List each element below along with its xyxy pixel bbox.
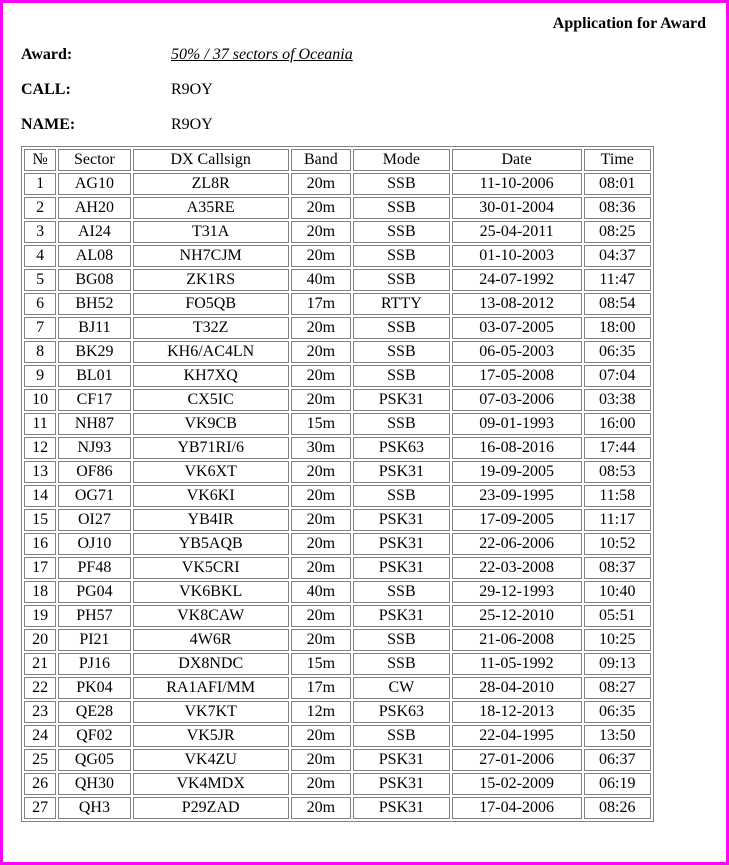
sector-cell: BJ11 bbox=[58, 317, 130, 339]
sector-cell: QG05 bbox=[58, 749, 130, 771]
dx-callsign-cell: VK6BKL bbox=[133, 581, 289, 603]
row-number: 18 bbox=[24, 581, 56, 603]
row-number: 27 bbox=[24, 797, 56, 819]
table-row bbox=[24, 365, 651, 387]
mode-cell: SSB bbox=[353, 485, 450, 507]
sector-cell: OJ10 bbox=[58, 533, 130, 555]
column-header-mode: Mode bbox=[353, 149, 450, 171]
table-row bbox=[24, 389, 651, 411]
mode-cell: SSB bbox=[353, 269, 450, 291]
time-cell: 08:25 bbox=[584, 221, 651, 243]
date-cell: 18-12-2013 bbox=[452, 701, 582, 723]
row-number: 16 bbox=[24, 533, 56, 555]
row-number: 25 bbox=[24, 749, 56, 771]
mode-cell: SSB bbox=[353, 581, 450, 603]
sector-cell: PF48 bbox=[58, 557, 130, 579]
time-cell: 11:58 bbox=[584, 485, 651, 507]
mode-cell: PSK31 bbox=[353, 797, 450, 819]
dx-callsign-cell: NH7CJM bbox=[133, 245, 289, 267]
dx-callsign-cell: VK9CB bbox=[133, 413, 289, 435]
mode-cell: PSK63 bbox=[353, 701, 450, 723]
date-cell: 09-01-1993 bbox=[452, 413, 582, 435]
time-cell: 08:01 bbox=[584, 173, 651, 195]
row-number: 13 bbox=[24, 461, 56, 483]
date-cell: 22-06-2006 bbox=[452, 533, 582, 555]
band-cell: 20m bbox=[291, 365, 351, 387]
table-row bbox=[24, 725, 651, 747]
sector-cell: BL01 bbox=[58, 365, 130, 387]
mode-cell: PSK31 bbox=[353, 389, 450, 411]
date-cell: 16-08-2016 bbox=[452, 437, 582, 459]
table-row bbox=[24, 461, 651, 483]
dx-callsign-cell: VK7KT bbox=[133, 701, 289, 723]
sector-cell: QH30 bbox=[58, 773, 130, 795]
row-number: 22 bbox=[24, 677, 56, 699]
mode-cell: SSB bbox=[353, 245, 450, 267]
table-row bbox=[24, 677, 651, 699]
sector-cell: PK04 bbox=[58, 677, 130, 699]
time-cell: 10:52 bbox=[584, 533, 651, 555]
band-cell: 20m bbox=[291, 341, 351, 363]
award-label: Award: bbox=[21, 46, 73, 63]
band-cell: 15m bbox=[291, 653, 351, 675]
sector-cell: QE28 bbox=[58, 701, 130, 723]
sector-cell: PJ16 bbox=[58, 653, 130, 675]
dx-callsign-cell: VK5JR bbox=[133, 725, 289, 747]
dx-callsign-cell: YB71RI/6 bbox=[133, 437, 289, 459]
sector-cell: BG08 bbox=[58, 269, 130, 291]
column-header-time: Time bbox=[584, 149, 651, 171]
time-cell: 06:19 bbox=[584, 773, 651, 795]
page-title: Application for Award bbox=[552, 15, 706, 32]
mode-cell: PSK63 bbox=[353, 437, 450, 459]
row-number: 9 bbox=[24, 365, 56, 387]
sector-cell: AL08 bbox=[58, 245, 130, 267]
date-cell: 06-05-2003 bbox=[452, 341, 582, 363]
dx-callsign-cell: RA1AFI/MM bbox=[133, 677, 289, 699]
dx-callsign-cell: ZL8R bbox=[133, 173, 289, 195]
date-cell: 23-09-1995 bbox=[452, 485, 582, 507]
time-cell: 06:35 bbox=[584, 701, 651, 723]
band-cell: 20m bbox=[291, 725, 351, 747]
date-cell: 13-08-2012 bbox=[452, 293, 582, 315]
date-cell: 01-10-2003 bbox=[452, 245, 582, 267]
sector-cell: PI21 bbox=[58, 629, 130, 651]
date-cell: 03-07-2005 bbox=[452, 317, 582, 339]
dx-callsign-cell: VK5CRI bbox=[133, 557, 289, 579]
dx-callsign-cell: P29ZAD bbox=[133, 797, 289, 819]
sector-cell: OF86 bbox=[58, 461, 130, 483]
sector-cell: BH52 bbox=[58, 293, 130, 315]
time-cell: 16:00 bbox=[584, 413, 651, 435]
date-cell: 19-09-2005 bbox=[452, 461, 582, 483]
table-row bbox=[24, 557, 651, 579]
award-link[interactable]: 50% / 37 sectors of Oceania bbox=[171, 46, 353, 63]
row-number: 17 bbox=[24, 557, 56, 579]
mode-cell: SSB bbox=[353, 317, 450, 339]
row-number: 1 bbox=[24, 173, 56, 195]
row-number: 11 bbox=[24, 413, 56, 435]
time-cell: 10:25 bbox=[584, 629, 651, 651]
dx-callsign-cell: T31A bbox=[133, 221, 289, 243]
band-cell: 17m bbox=[291, 677, 351, 699]
column-header-date: Date bbox=[452, 149, 582, 171]
table-row bbox=[24, 605, 651, 627]
band-cell: 17m bbox=[291, 293, 351, 315]
dx-callsign-cell: A35RE bbox=[133, 197, 289, 219]
row-number: 23 bbox=[24, 701, 56, 723]
dx-callsign-cell: KH7XQ bbox=[133, 365, 289, 387]
mode-cell: PSK31 bbox=[353, 461, 450, 483]
date-cell: 30-01-2004 bbox=[452, 197, 582, 219]
table-row bbox=[24, 581, 651, 603]
time-cell: 07:04 bbox=[584, 365, 651, 387]
table-row bbox=[24, 269, 651, 291]
time-cell: 11:47 bbox=[584, 269, 651, 291]
time-cell: 18:00 bbox=[584, 317, 651, 339]
band-cell: 20m bbox=[291, 485, 351, 507]
band-cell: 20m bbox=[291, 197, 351, 219]
table-row bbox=[24, 317, 651, 339]
time-cell: 08:26 bbox=[584, 797, 651, 819]
mode-cell: SSB bbox=[353, 725, 450, 747]
time-cell: 06:37 bbox=[584, 749, 651, 771]
row-number: 20 bbox=[24, 629, 56, 651]
sector-cell: PG04 bbox=[58, 581, 130, 603]
mode-cell: SSB bbox=[353, 365, 450, 387]
column-header-dx-callsign: DX Callsign bbox=[133, 149, 289, 171]
band-cell: 20m bbox=[291, 221, 351, 243]
dx-callsign-cell: VK6KI bbox=[133, 485, 289, 507]
mode-cell: RTTY bbox=[353, 293, 450, 315]
mode-cell: SSB bbox=[353, 629, 450, 651]
row-number: 8 bbox=[24, 341, 56, 363]
time-cell: 05:51 bbox=[584, 605, 651, 627]
date-cell: 28-04-2010 bbox=[452, 677, 582, 699]
band-cell: 20m bbox=[291, 797, 351, 819]
row-number: 21 bbox=[24, 653, 56, 675]
time-cell: 06:35 bbox=[584, 341, 651, 363]
dx-callsign-cell: VK6XT bbox=[133, 461, 289, 483]
dx-callsign-cell: 4W6R bbox=[133, 629, 289, 651]
time-cell: 17:44 bbox=[584, 437, 651, 459]
date-cell: 11-10-2006 bbox=[452, 173, 582, 195]
date-cell: 17-05-2008 bbox=[452, 365, 582, 387]
table-row bbox=[24, 173, 651, 195]
call-label: CALL: bbox=[21, 81, 71, 98]
dx-callsign-cell: ZK1RS bbox=[133, 269, 289, 291]
mode-cell: SSB bbox=[353, 173, 450, 195]
band-cell: 12m bbox=[291, 701, 351, 723]
band-cell: 40m bbox=[291, 581, 351, 603]
name-label: NAME: bbox=[21, 116, 76, 133]
time-cell: 08:53 bbox=[584, 461, 651, 483]
date-cell: 25-04-2011 bbox=[452, 221, 582, 243]
dx-callsign-cell: YB4IR bbox=[133, 509, 289, 531]
mode-cell: PSK31 bbox=[353, 773, 450, 795]
time-cell: 10:40 bbox=[584, 581, 651, 603]
row-number: 10 bbox=[24, 389, 56, 411]
date-cell: 22-04-1995 bbox=[452, 725, 582, 747]
band-cell: 40m bbox=[291, 269, 351, 291]
band-cell: 20m bbox=[291, 749, 351, 771]
table-row bbox=[24, 293, 651, 315]
table-row bbox=[24, 773, 651, 795]
row-number: 6 bbox=[24, 293, 56, 315]
table-row bbox=[24, 749, 651, 771]
band-cell: 20m bbox=[291, 629, 351, 651]
mode-cell: CW bbox=[353, 677, 450, 699]
row-number: 12 bbox=[24, 437, 56, 459]
row-number: 5 bbox=[24, 269, 56, 291]
date-cell: 22-03-2008 bbox=[452, 557, 582, 579]
table-row bbox=[24, 221, 651, 243]
date-cell: 27-01-2006 bbox=[452, 749, 582, 771]
column-header-number: № bbox=[24, 149, 56, 171]
dx-callsign-cell: VK4ZU bbox=[133, 749, 289, 771]
row-number: 4 bbox=[24, 245, 56, 267]
time-cell: 04:37 bbox=[584, 245, 651, 267]
table-row bbox=[24, 653, 651, 675]
sector-cell: AH20 bbox=[58, 197, 130, 219]
time-cell: 08:54 bbox=[584, 293, 651, 315]
dx-callsign-cell: T32Z bbox=[133, 317, 289, 339]
row-number: 2 bbox=[24, 197, 56, 219]
dx-callsign-cell: CX5IC bbox=[133, 389, 289, 411]
mode-cell: SSB bbox=[353, 197, 450, 219]
sector-cell: QF02 bbox=[58, 725, 130, 747]
sector-cell: AG10 bbox=[58, 173, 130, 195]
row-number: 19 bbox=[24, 605, 56, 627]
sector-cell: NJ93 bbox=[58, 437, 130, 459]
table-header-row bbox=[24, 149, 651, 171]
sector-cell: AI24 bbox=[58, 221, 130, 243]
column-header-sector: Sector bbox=[58, 149, 130, 171]
date-cell: 21-06-2008 bbox=[452, 629, 582, 651]
row-number: 7 bbox=[24, 317, 56, 339]
band-cell: 20m bbox=[291, 773, 351, 795]
call-value: R9OY bbox=[171, 81, 213, 98]
sector-cell: QH3 bbox=[58, 797, 130, 819]
table-row bbox=[24, 509, 651, 531]
dx-callsign-cell: YB5AQB bbox=[133, 533, 289, 555]
mode-cell: PSK31 bbox=[353, 605, 450, 627]
name-value: R9OY bbox=[171, 116, 213, 133]
date-cell: 17-09-2005 bbox=[452, 509, 582, 531]
table-row bbox=[24, 797, 651, 819]
date-cell: 29-12-1993 bbox=[452, 581, 582, 603]
sector-cell: OG71 bbox=[58, 485, 130, 507]
table-row bbox=[24, 629, 651, 651]
date-cell: 24-07-1992 bbox=[452, 269, 582, 291]
sector-cell: NH87 bbox=[58, 413, 130, 435]
table-row bbox=[24, 701, 651, 723]
dx-callsign-cell: VK4MDX bbox=[133, 773, 289, 795]
table-row bbox=[24, 533, 651, 555]
time-cell: 08:27 bbox=[584, 677, 651, 699]
dx-callsign-cell: FO5QB bbox=[133, 293, 289, 315]
row-number: 26 bbox=[24, 773, 56, 795]
time-cell: 03:38 bbox=[584, 389, 651, 411]
band-cell: 15m bbox=[291, 413, 351, 435]
date-cell: 17-04-2006 bbox=[452, 797, 582, 819]
table-row bbox=[24, 245, 651, 267]
time-cell: 08:36 bbox=[584, 197, 651, 219]
band-cell: 20m bbox=[291, 533, 351, 555]
mode-cell: SSB bbox=[353, 341, 450, 363]
sector-cell: OI27 bbox=[58, 509, 130, 531]
table-row bbox=[24, 437, 651, 459]
sector-cell: CF17 bbox=[58, 389, 130, 411]
band-cell: 20m bbox=[291, 605, 351, 627]
date-cell: 07-03-2006 bbox=[452, 389, 582, 411]
row-number: 24 bbox=[24, 725, 56, 747]
band-cell: 30m bbox=[291, 437, 351, 459]
mode-cell: PSK31 bbox=[353, 509, 450, 531]
band-cell: 20m bbox=[291, 317, 351, 339]
column-header-band: Band bbox=[291, 149, 351, 171]
mode-cell: PSK31 bbox=[353, 557, 450, 579]
mode-cell: PSK31 bbox=[353, 533, 450, 555]
date-cell: 11-05-1992 bbox=[452, 653, 582, 675]
time-cell: 13:50 bbox=[584, 725, 651, 747]
dx-callsign-cell: DX8NDC bbox=[133, 653, 289, 675]
dx-callsign-cell: VK8CAW bbox=[133, 605, 289, 627]
mode-cell: SSB bbox=[353, 413, 450, 435]
table-row bbox=[24, 197, 651, 219]
sector-cell: PH57 bbox=[58, 605, 130, 627]
qso-table bbox=[21, 146, 654, 822]
band-cell: 20m bbox=[291, 389, 351, 411]
mode-cell: PSK31 bbox=[353, 749, 450, 771]
date-cell: 25-12-2010 bbox=[452, 605, 582, 627]
dx-callsign-cell: KH6/AC4LN bbox=[133, 341, 289, 363]
date-cell: 15-02-2009 bbox=[452, 773, 582, 795]
band-cell: 20m bbox=[291, 509, 351, 531]
sector-cell: BK29 bbox=[58, 341, 130, 363]
table-row bbox=[24, 485, 651, 507]
time-cell: 08:37 bbox=[584, 557, 651, 579]
row-number: 15 bbox=[24, 509, 56, 531]
table-row bbox=[24, 413, 651, 435]
mode-cell: SSB bbox=[353, 653, 450, 675]
time-cell: 09:13 bbox=[584, 653, 651, 675]
table-body bbox=[24, 173, 651, 819]
band-cell: 20m bbox=[291, 461, 351, 483]
row-number: 3 bbox=[24, 221, 56, 243]
row-number: 14 bbox=[24, 485, 56, 507]
band-cell: 20m bbox=[291, 245, 351, 267]
time-cell: 11:17 bbox=[584, 509, 651, 531]
mode-cell: SSB bbox=[353, 221, 450, 243]
band-cell: 20m bbox=[291, 557, 351, 579]
table-row bbox=[24, 341, 651, 363]
band-cell: 20m bbox=[291, 173, 351, 195]
